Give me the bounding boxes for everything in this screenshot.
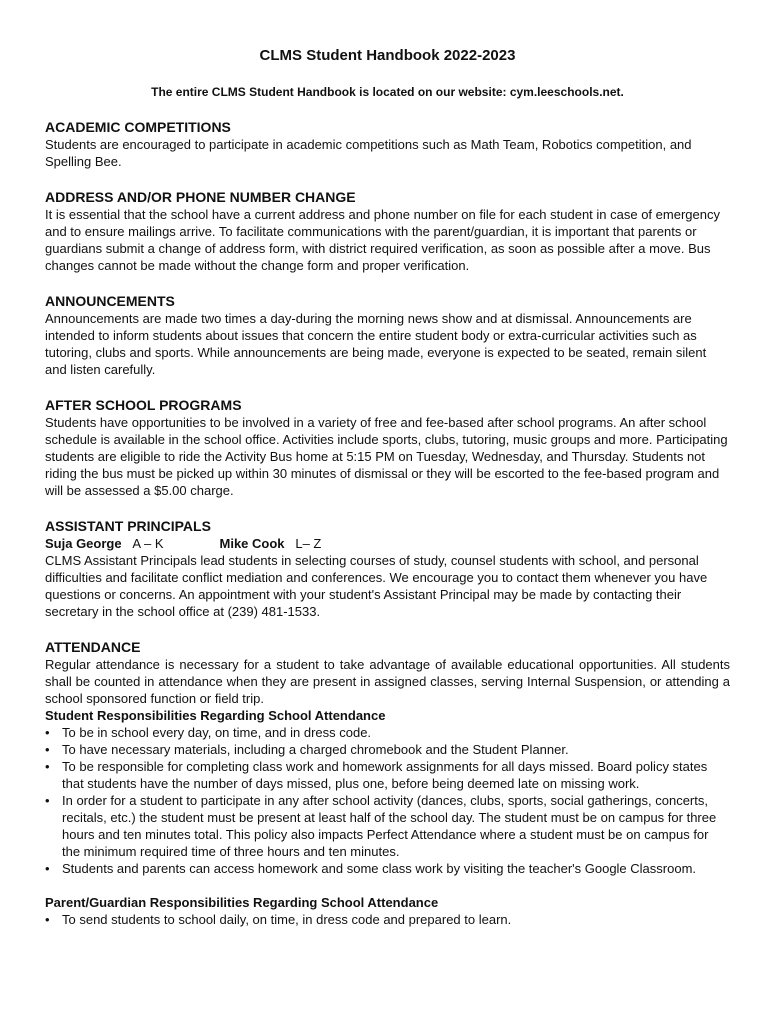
list-item: • In order for a student to participate in any after school activity (dances, clubs, sports, social gatherings, concerts, recitals, etc.) the student must be present at least half of the school day. The student must be on campus for three hours and ten minutes total. This policy also impacts Perfect Attendance where a student must be on campus for the minimum required time of three hours and ten minutes.: [45, 792, 730, 860]
section-address-change: [45, 188, 730, 274]
parent-responsibilities-heading: Parent/Guardian Responsibilities Regarding School Attendance: [45, 895, 439, 910]
section-heading: ATTENDANCE: [45, 639, 141, 655]
list-item: • To be in school every day, on time, and in dress code.: [45, 724, 730, 741]
section-heading: AFTER SCHOOL PROGRAMS: [45, 397, 242, 413]
parent-responsibilities-list: [45, 911, 730, 928]
section-heading: ADDRESS AND/OR PHONE NUMBER CHANGE: [45, 189, 356, 205]
section-heading: ANNOUNCEMENTS: [45, 293, 175, 309]
page-title: CLMS Student Handbook 2022-2023: [259, 47, 516, 64]
assistant-principal-range: A – K: [132, 536, 164, 551]
assistant-principal-list: [45, 535, 730, 552]
section-assistant-principals: [45, 517, 730, 620]
list-item: • To have necessary materials, including a charged chromebook and the Student Planner.: [45, 741, 730, 758]
section-heading: ACADEMIC COMPETITIONS: [45, 119, 231, 135]
section-body: Students are encouraged to participate in academic competitions such as Math Team, Robotics competition, and Spelling Bee.: [45, 137, 692, 169]
section-body: CLMS Assistant Principals lead students in selecting courses of study, counsel students with school, and personal difficulties and facilitate conflict mediation and conferences. We encourage you to contact them whenever you have questions or concerns. An appointment with your student's Assistant Principal may be made by contacting their secretary in the school office at (239) 481-1533.: [45, 553, 708, 619]
section-body: It is essential that the school have a current address and phone number on file for each student in case of emergency and to ensure mailings arrive. To facilitate communications with the parent/guardian, it is important that parents or guardians submit a change of address form, with district required verification, as soon as possible after a move. Bus changes cannot be made without the change form and proper verification.: [45, 207, 720, 273]
section-body: Students have opportunities to be involved in a variety of free and fee-based after school programs. An after school schedule is available in the school office. Activities include sports, clubs, tutoring, music groups and more. Participating students are eligible to ride the Activity Bus home at 5:15 PM on Tuesday, Wednesday, and Thursday. Students not riding the bus must be picked up within 30 minutes of dismissal or they will be escorted to the fee-based program and will be assessed a $5.00 charge.: [45, 415, 728, 498]
assistant-principal-name: Suja George: [45, 536, 122, 551]
section-academic-competitions: [45, 118, 730, 170]
assistant-principal-name: Mike Cook: [219, 536, 285, 551]
website-note: The entire CLMS Student Handbook is located on our website: cym.leeschools.net.: [151, 85, 624, 99]
list-item: • To send students to school daily, on time, in dress code and prepared to learn.: [45, 911, 730, 928]
section-body: Announcements are made two times a day-during the morning news show and at dismissal. Announcements are intended to inform students about issues that concern the entire student body or extra-curricular activities such as tutoring, clubs and sports. While announcements are being made, everyone is expected to be seated, remain silent and listen carefully.: [45, 311, 707, 377]
section-attendance: [45, 638, 730, 928]
student-responsibilities-heading: Student Responsibilities Regarding School Attendance: [45, 708, 386, 723]
assistant-principal-range: L– Z: [295, 536, 322, 551]
list-item: • To be responsible for completing class work and homework assignments for all days missed. Board policy states that students have the number of days missed, plus one, before being deemed late on missing work.: [45, 758, 730, 792]
section-body: Regular attendance is necessary for a student to take advantage of available educational opportunities. All students shall be counted in attendance when they are present in assigned classes, serving Internal Suspension, or attending a school sponsored function or field trip.: [45, 657, 730, 706]
list-item: • Students and parents can access homework and some class work by visiting the teacher's Google Classroom.: [45, 860, 730, 877]
section-heading: ASSISTANT PRINCIPALS: [45, 518, 211, 534]
student-responsibilities-list: [45, 724, 730, 877]
section-after-school-programs: [45, 396, 730, 499]
section-announcements: [45, 292, 730, 378]
